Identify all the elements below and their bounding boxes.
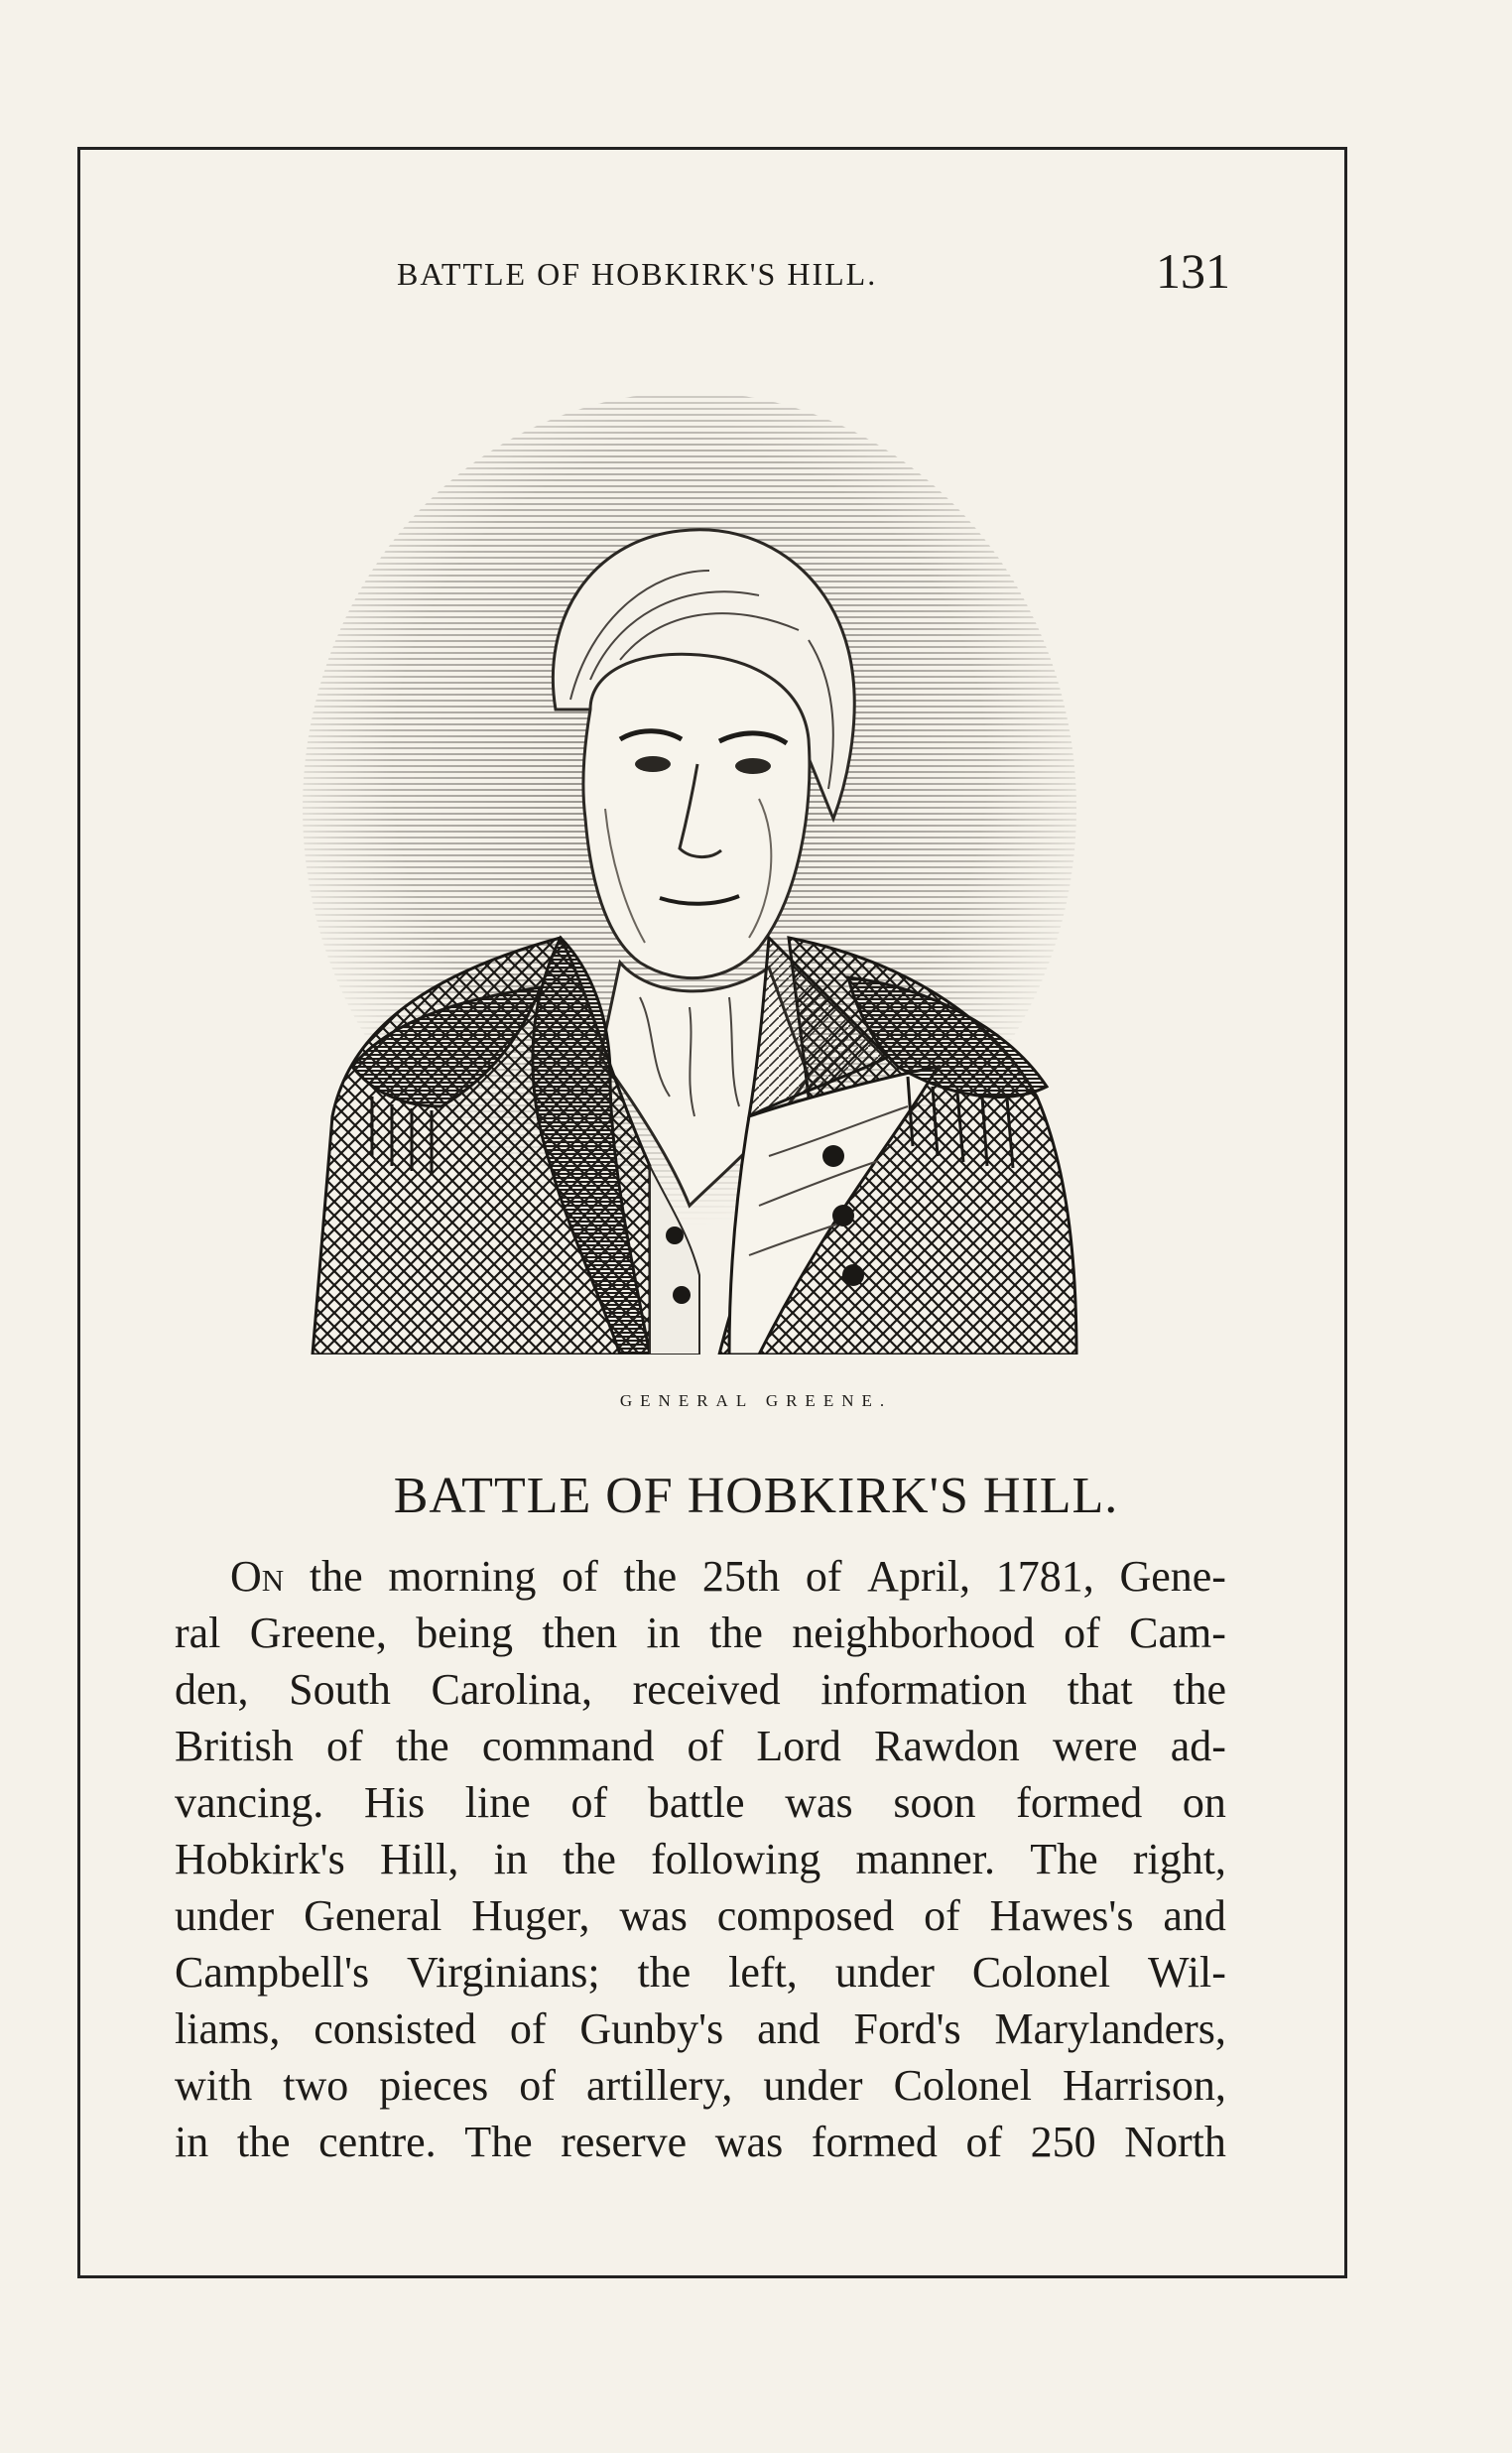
body-line xyxy=(175,2057,1226,2114)
body-word: that xyxy=(1067,1665,1133,1714)
body-word: the xyxy=(563,1835,616,1883)
body-word: of xyxy=(1064,1609,1100,1657)
body-word: the xyxy=(637,1948,692,1997)
body-word: General xyxy=(304,1891,442,1940)
body-word: manner. xyxy=(855,1835,995,1883)
body-word: reserve xyxy=(561,2118,688,2166)
body-word: On xyxy=(230,1552,285,1601)
body-word: pieces xyxy=(379,2061,489,2110)
body-word: Harrison, xyxy=(1062,2061,1226,2110)
body-word: Colonel xyxy=(893,2061,1032,2110)
body-word: ad- xyxy=(1170,1722,1226,1770)
body-word: the xyxy=(309,1552,363,1601)
body-word: and xyxy=(757,2004,820,2053)
body-word: following xyxy=(651,1835,821,1883)
body-line xyxy=(175,1887,1226,1944)
portrait-engraving xyxy=(293,382,1086,1355)
body-word: of xyxy=(326,1722,363,1770)
body-word: 250 xyxy=(1030,2118,1096,2166)
body-word: neighborhood xyxy=(792,1609,1035,1657)
body-word: Hill, xyxy=(379,1835,459,1883)
body-word: of xyxy=(570,1778,608,1827)
body-word: liams, xyxy=(175,2004,281,2053)
body-word: of xyxy=(965,2118,1003,2166)
body-word: centre. xyxy=(318,2118,437,2166)
body-word: being xyxy=(416,1609,513,1657)
body-word: Huger, xyxy=(471,1891,590,1940)
body-word: Gene- xyxy=(1119,1552,1226,1601)
body-word: morning xyxy=(388,1552,537,1601)
body-word: of xyxy=(519,2061,556,2110)
body-word: the xyxy=(1173,1665,1226,1714)
body-word: Marylanders, xyxy=(994,2004,1226,2053)
body-word: of xyxy=(924,1891,960,1940)
running-header: BATTLE OF HOBKIRK'S HILL. xyxy=(397,256,878,292)
body-word: Lord xyxy=(756,1722,841,1770)
body-line xyxy=(175,1605,1226,1661)
body-word: was xyxy=(619,1891,688,1940)
body-line xyxy=(175,2114,1226,2170)
body-word: formed xyxy=(811,2118,938,2166)
body-word: received xyxy=(632,1665,781,1714)
body-word: composed xyxy=(716,1891,895,1940)
body-word: on xyxy=(1182,1778,1226,1827)
body-word: The xyxy=(464,2118,533,2166)
body-word: Ford's xyxy=(853,2004,961,2053)
body-word: 1781, xyxy=(995,1552,1094,1601)
body-word: North xyxy=(1124,2118,1226,2166)
body-word: British xyxy=(175,1722,294,1770)
body-word: vancing. xyxy=(175,1778,324,1827)
body-word: soon xyxy=(893,1778,976,1827)
body-word: right, xyxy=(1132,1835,1226,1883)
body-word: under xyxy=(175,1891,275,1940)
body-word: Carolina, xyxy=(431,1665,592,1714)
body-word: His xyxy=(363,1778,426,1827)
body-word: under xyxy=(834,1948,935,1997)
body-word: the xyxy=(623,1552,678,1601)
body-line xyxy=(175,1774,1226,1831)
body-word: Cam- xyxy=(1129,1609,1226,1657)
body-word: information xyxy=(820,1665,1027,1714)
body-word: the xyxy=(709,1609,763,1657)
body-line xyxy=(175,1944,1226,2001)
body-word: two xyxy=(283,2061,349,2110)
body-word: Wil- xyxy=(1148,1948,1226,1997)
body-line xyxy=(175,2001,1226,2057)
body-word: under xyxy=(763,2061,863,2110)
illustration-caption: GENERAL GREENE. xyxy=(619,1391,893,1410)
body-word: was xyxy=(714,2118,784,2166)
body-word: consisted xyxy=(314,2004,476,2053)
body-line xyxy=(175,1718,1226,1774)
body-word: 25th xyxy=(701,1552,781,1601)
body-word: Hobkirk's xyxy=(175,1835,345,1883)
body-word: and xyxy=(1163,1891,1226,1940)
body-word: Campbell's xyxy=(175,1948,370,1997)
body-word: April, xyxy=(867,1552,971,1601)
body-word: in xyxy=(646,1609,681,1657)
body-word: of xyxy=(687,1722,724,1770)
body-line xyxy=(175,1548,1226,1605)
body-word: Virginians; xyxy=(407,1948,600,1997)
body-word: in xyxy=(493,1835,528,1883)
body-word: The xyxy=(1030,1835,1098,1883)
body-line xyxy=(175,1661,1226,1718)
body-word: formed xyxy=(1016,1778,1143,1827)
body-word: ral xyxy=(175,1609,221,1657)
body-word: with xyxy=(175,2061,253,2110)
body-word: the xyxy=(395,1722,449,1770)
body-word: South xyxy=(289,1665,391,1714)
body-word: left, xyxy=(728,1948,798,1997)
body-word: of xyxy=(805,1552,842,1601)
body-word: line xyxy=(464,1778,531,1827)
body-paragraph xyxy=(175,1548,1226,2170)
body-word: were xyxy=(1053,1722,1138,1770)
body-line xyxy=(175,1831,1226,1887)
page-number: 131 xyxy=(1156,243,1230,299)
body-word: artillery, xyxy=(585,2061,733,2110)
body-word: of xyxy=(509,2004,547,2053)
body-word: the xyxy=(236,2118,291,2166)
body-word: then xyxy=(542,1609,618,1657)
body-word: in xyxy=(175,2118,209,2166)
body-word: command xyxy=(481,1722,655,1770)
body-word: den, xyxy=(175,1665,249,1714)
body-word: was xyxy=(785,1778,853,1827)
chapter-title: BATTLE OF HOBKIRK'S HILL. xyxy=(393,1468,1119,1524)
body-word: of xyxy=(562,1552,598,1601)
body-word: Greene, xyxy=(249,1609,387,1657)
body-word: Colonel xyxy=(971,1948,1111,1997)
body-word: battle xyxy=(647,1778,745,1827)
body-word: Hawes's xyxy=(989,1891,1134,1940)
body-word: Gunby's xyxy=(579,2004,724,2053)
body-word: Rawdon xyxy=(874,1722,1020,1770)
